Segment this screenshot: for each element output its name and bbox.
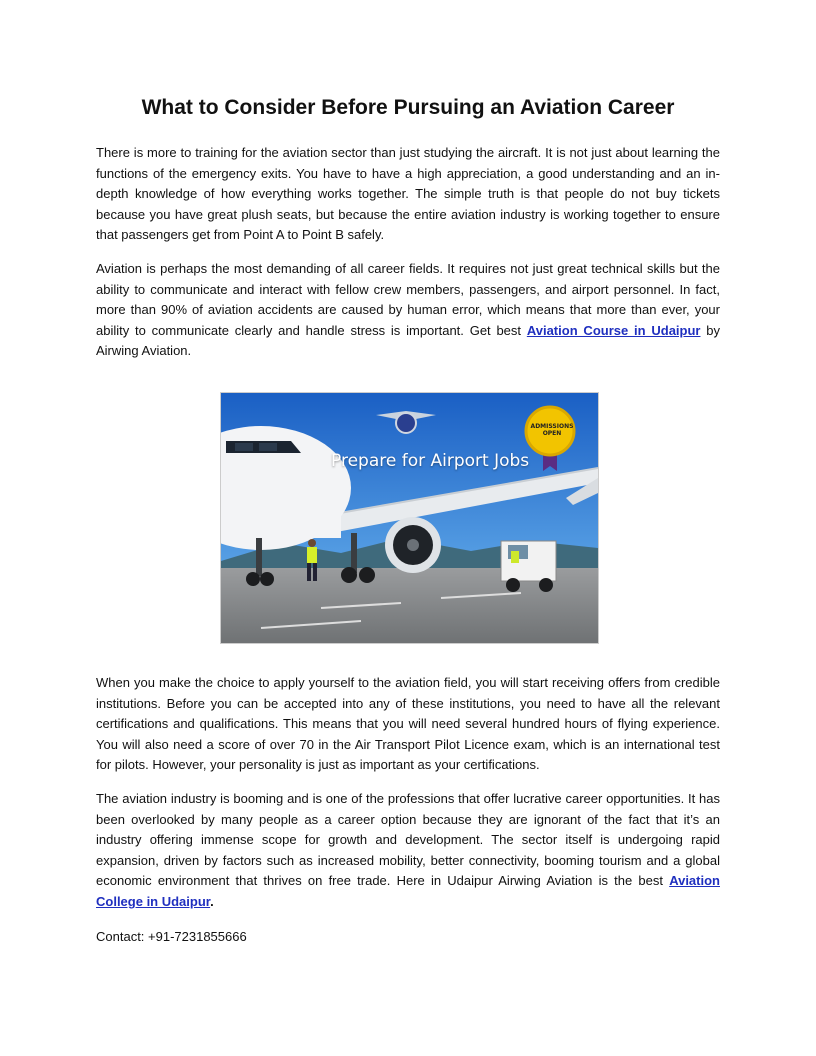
cockpit-window xyxy=(235,443,253,451)
paragraph-text: Aviation is perhaps the most demanding of all career fields. It requires not just great technical skills but the ability to communicate and interact with fellow crew members, passengers, and airport personnel. In fact, more than 90% of aviation accidents are caused by human error, which means that more than ever, your ability to communicate clearly and handle stress is important. Get best xyxy=(96,261,720,338)
landing-gear xyxy=(256,538,262,576)
paragraph-text: The aviation industry is booming and is one of the professions that offer lucrative career opportunities. It has been overlooked by many people as a career option because they are ignorant of the fact that it’s an industry offering immense scope for growth and development. The sector itself is undergoing rapid expansion, driven by factors such as increased mobility, better connectivity, booming tourism and a global economic environment that thrives on free trade. Here in Udaipur Airwing Aviation is the best xyxy=(96,791,720,889)
paragraph-industry xyxy=(96,789,720,913)
paragraph-tail: . xyxy=(210,893,214,909)
paragraph-tail: by Airwing Aviation. xyxy=(96,322,721,359)
hero-image xyxy=(220,392,599,644)
paragraph-choice: When you make the choice to apply yourself to the aviation field, you will start receiving offers from credible institutions. Before you can be accepted into any of these institutions, you need to have all the relevant certifications and qualifications. This means that you will need several hundred hours of flying experience. You will also need a score of over 70 in the Air Transport Pilot Licence exam, which is an international test for pilots. However, your personality is just as important as your certifications. xyxy=(96,675,720,773)
page-title: What to Consider Before Pursuing an Aviation Career xyxy=(141,96,675,119)
contact-line: Contact: +91-7231855666 xyxy=(96,929,247,944)
paragraph-demanding xyxy=(96,259,720,362)
paragraph-intro: There is more to training for the aviation sector than just studying the aircraft. It is not just about learning the functions of the emergency exits. You have to have a high appreciation, a good understanding and an in-depth knowledge of how everything works together. The simple truth is that people do not buy tickets because you have great plush seats, but because the entire aviation industry is working together to ensure that passengers get from Point A to Point B safely. xyxy=(96,145,720,243)
badge-label: ADMISSIONS OPEN xyxy=(530,423,574,437)
ground-worker xyxy=(307,547,317,563)
hero-caption: Prepare for Airport Jobs xyxy=(331,451,530,471)
aviation-course-link[interactable]: Aviation Course in Udaipur xyxy=(526,322,701,338)
aviation-college-link[interactable]: Aviation College in Udaipur xyxy=(96,873,720,909)
